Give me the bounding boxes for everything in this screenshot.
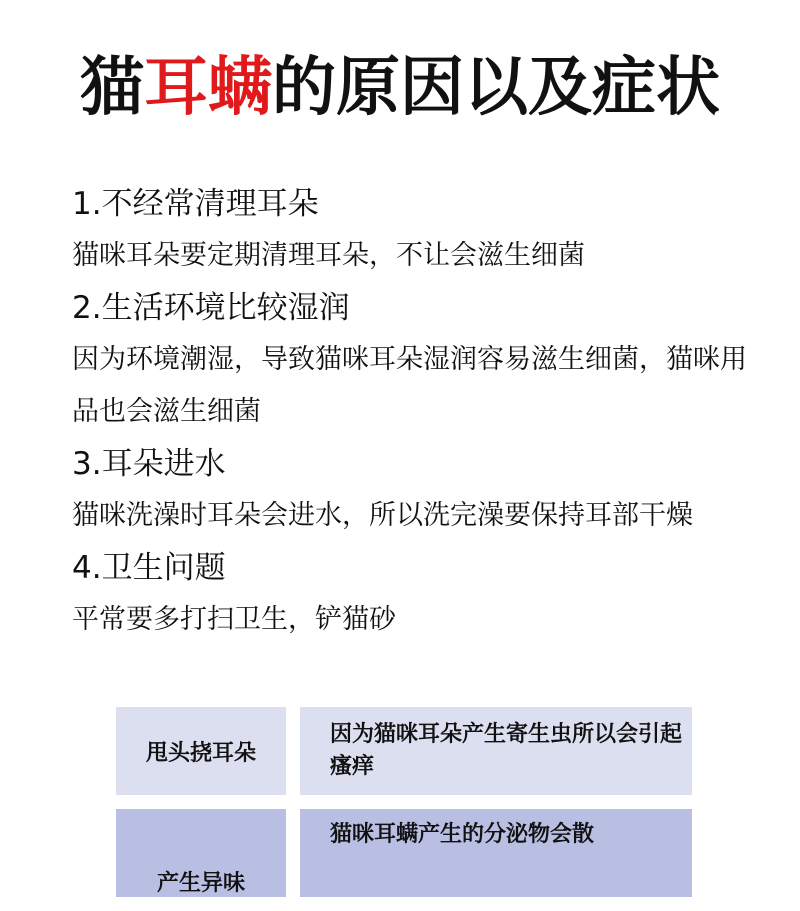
cause-text: 猫咪耳朵要定期清理耳朵，不让会滋生细菌	[72, 240, 585, 271]
cause-heading: 1.不经常清理耳朵	[72, 186, 319, 222]
cause-text: 因为环境潮湿，导致猫咪耳朵湿润容易滋生细菌，猫咪用品也会滋生细菌	[72, 344, 747, 427]
cause-section-3	[72, 438, 772, 542]
cause-text: 平常要多打扫卫生，铲猫砂	[72, 604, 396, 635]
title-part-1: 猫	[80, 50, 144, 125]
cause-text: 猫咪洗澡时耳朵会进水，所以洗完澡要保持耳部干燥	[72, 500, 693, 531]
title-highlight: 耳螨	[144, 50, 272, 125]
symptom-row	[116, 809, 696, 897]
symptom-description-cell: 猫咪耳螨产生的分泌物会散	[300, 809, 692, 897]
cause-section-2	[72, 282, 772, 438]
page-title	[0, 48, 800, 128]
cause-heading: 3.耳朵进水	[72, 446, 226, 482]
symptom-name-cell: 甩头挠耳朵	[116, 707, 286, 795]
cause-heading: 4.卫生问题	[72, 550, 226, 586]
symptom-row	[116, 707, 696, 795]
cause-section-1	[72, 178, 772, 282]
title-part-3: 的原因以及症状	[272, 50, 720, 125]
cause-heading: 2.生活环境比较湿润	[72, 290, 350, 326]
cause-section-4	[72, 542, 772, 646]
causes-list	[72, 178, 772, 646]
symptom-name-cell: 产生异味	[116, 809, 286, 897]
symptom-description-cell: 因为猫咪耳朵产生寄生虫所以会引起瘙痒	[300, 707, 692, 795]
symptom-table	[116, 707, 696, 911]
